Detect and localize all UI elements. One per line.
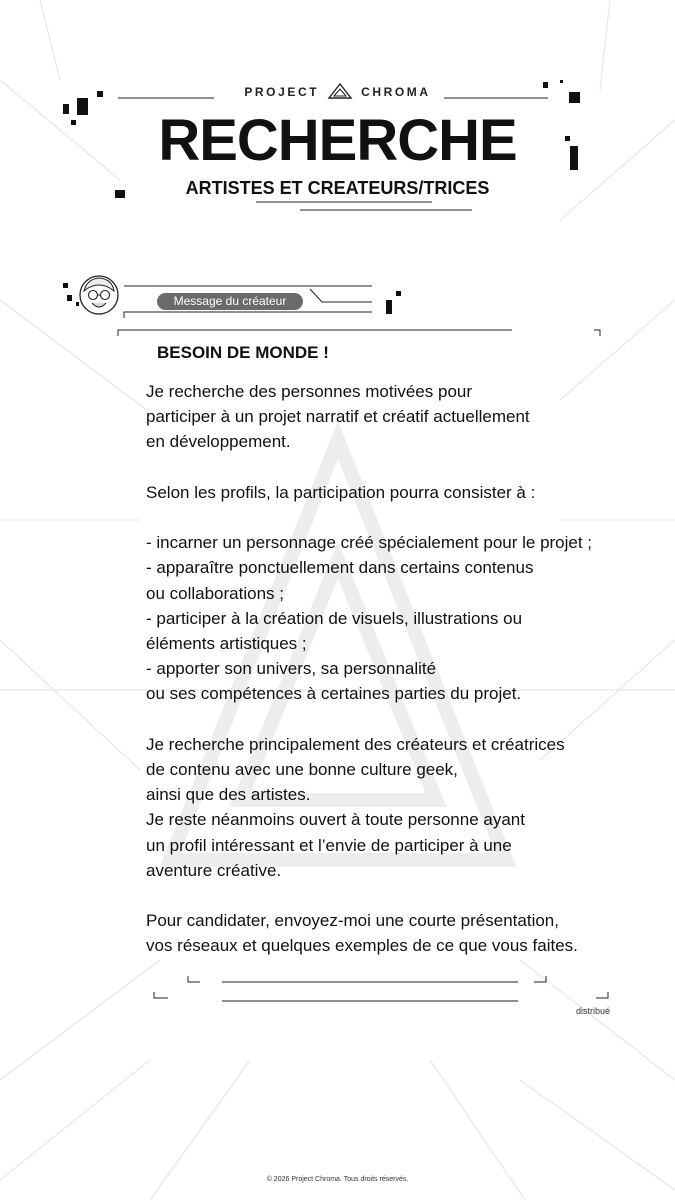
paragraph-participation: Selon les profils, la participation pourra consister à : — [146, 482, 536, 502]
page-subtitle: ARTISTES ET CREATEURS/TRICES — [185, 178, 490, 198]
copyright-notice: © 2026 Project Chroma. Tous droits réservés. — [266, 1176, 409, 1183]
creator-avatar — [78, 274, 120, 316]
brand-right: CHROMA — [361, 85, 431, 99]
chroma-triangle-logo-icon — [325, 83, 355, 99]
brand-line — [0, 83, 675, 99]
paragraph-apply: Pour candidater, envoyez-moi une courte présentation, vos réseaux et quelques exemples de ce que vous faites. — [146, 911, 578, 956]
distribution-label: distribué — [576, 1006, 611, 1016]
section-heading: BESOIN DE MONDE ! — [157, 343, 329, 362]
paragraph-roles-list: - incarner un personnage créé spécialement pour le projet ; - apparaître ponctuellement dans certains contenus ou collaborations ; - participer à la création de visuels, illustrations ou éléments artistiques ; - apporter son univers, sa personnalité ou ses compétences à certaines parties du projet. — [146, 533, 593, 704]
message-body — [146, 379, 646, 959]
paragraph-intro: Je recherche des personnes motivées pour participer à un projet narratif et créatif actuellement en développement. — [146, 382, 530, 452]
message-tag: Message du créateur — [157, 293, 303, 310]
brand-left: PROJECT — [244, 85, 320, 99]
page-title: RECHERCHE — [158, 108, 517, 173]
paragraph-profiles: Je recherche principalement des créateurs et créatrices de contenu avec une bonne culture geek, ainsi que des artistes. Je reste néanmoins ouvert à toute personne ayant un profil intéressant et l’envie de participer à une aventure créative. — [146, 734, 565, 880]
